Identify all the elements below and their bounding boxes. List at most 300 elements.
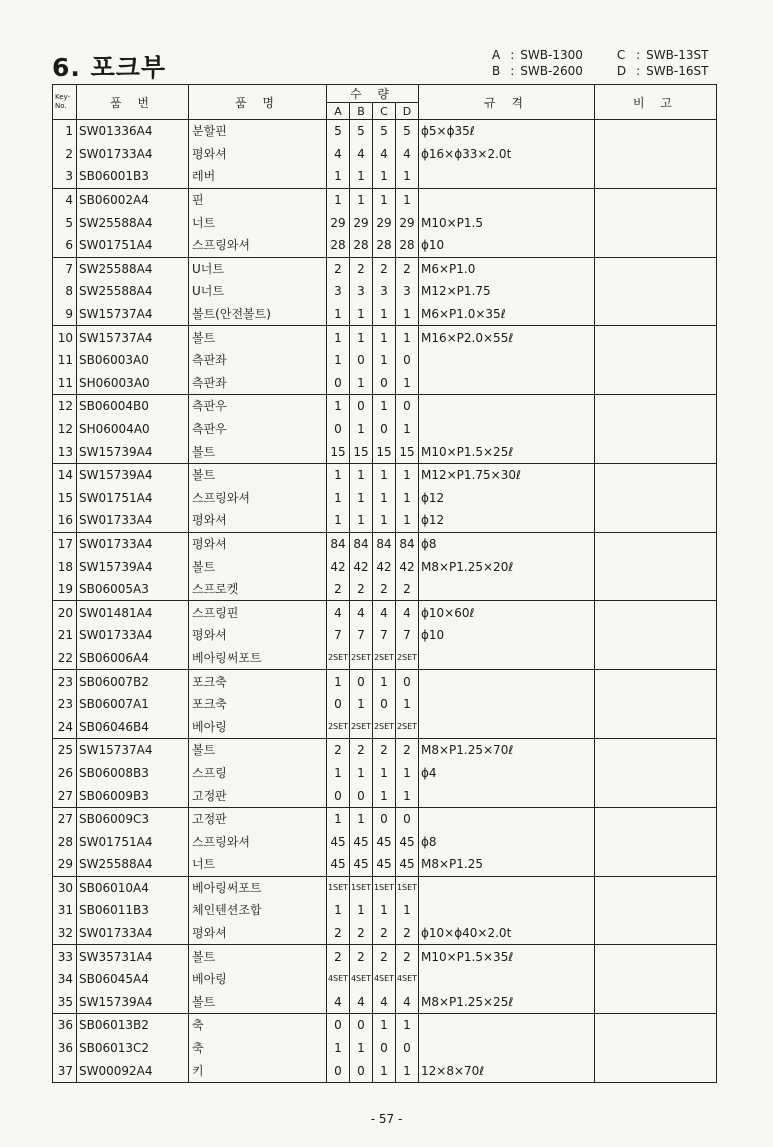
row-qty-c: 4 bbox=[373, 143, 396, 166]
table-row bbox=[53, 991, 717, 1014]
row-qty-a: 1SET bbox=[327, 876, 350, 899]
row-qty-a: 2 bbox=[327, 578, 350, 601]
row-qty-d: 1 bbox=[396, 326, 419, 349]
row-key-no: 3 bbox=[53, 165, 77, 188]
row-part-name: 볼트 bbox=[189, 739, 327, 762]
row-qty-d: 1 bbox=[396, 899, 419, 922]
table-row bbox=[53, 578, 717, 601]
row-qty-a: 4 bbox=[327, 991, 350, 1014]
row-qty-c: 2 bbox=[373, 945, 396, 968]
row-qty-d: 1 bbox=[396, 463, 419, 486]
row-qty-d: 2 bbox=[396, 257, 419, 280]
table-row bbox=[53, 601, 717, 624]
row-spec bbox=[419, 1014, 595, 1037]
table-row bbox=[53, 440, 717, 463]
row-qty-d: 5 bbox=[396, 120, 419, 143]
row-part-no: SW15739A4 bbox=[77, 555, 189, 578]
row-qty-a: 4 bbox=[327, 143, 350, 166]
row-spec bbox=[419, 715, 595, 738]
row-qty-a: 0 bbox=[327, 693, 350, 716]
row-spec: ϕ10×ϕ40×2.0t bbox=[419, 922, 595, 945]
row-key-no: 13 bbox=[53, 440, 77, 463]
row-remarks bbox=[595, 968, 717, 991]
row-qty-d: 28 bbox=[396, 234, 419, 257]
row-qty-c: 42 bbox=[373, 555, 396, 578]
row-remarks bbox=[595, 349, 717, 372]
page-title: 6. 포크부 bbox=[52, 53, 167, 82]
row-spec bbox=[419, 693, 595, 716]
model-separator: : bbox=[510, 64, 515, 78]
row-qty-d: 1 bbox=[396, 372, 419, 395]
row-remarks bbox=[595, 991, 717, 1014]
table-row bbox=[53, 922, 717, 945]
row-spec: 12×8×70ℓ bbox=[419, 1059, 595, 1082]
table-row bbox=[53, 715, 717, 738]
row-qty-a: 42 bbox=[327, 555, 350, 578]
row-qty-c: 4 bbox=[373, 991, 396, 1014]
row-part-name: 평와셔 bbox=[189, 509, 327, 532]
row-key-no: 33 bbox=[53, 945, 77, 968]
row-part-no: SW01751A4 bbox=[77, 830, 189, 853]
header-qty-a: A bbox=[327, 103, 350, 120]
row-part-name: 키 bbox=[189, 1059, 327, 1082]
row-key-no: 8 bbox=[53, 280, 77, 303]
row-part-no: SW25588A4 bbox=[77, 853, 189, 876]
row-qty-c: 2 bbox=[373, 257, 396, 280]
row-qty-b: 1 bbox=[350, 487, 373, 510]
row-qty-a: 28 bbox=[327, 234, 350, 257]
row-qty-c: 5 bbox=[373, 120, 396, 143]
row-qty-c: 29 bbox=[373, 211, 396, 234]
row-qty-b: 2 bbox=[350, 922, 373, 945]
row-spec: ϕ16×ϕ33×2.0t bbox=[419, 143, 595, 166]
table-row bbox=[53, 326, 717, 349]
row-qty-d: 4 bbox=[396, 991, 419, 1014]
row-qty-b: 29 bbox=[350, 211, 373, 234]
row-part-name: 볼트 bbox=[189, 463, 327, 486]
row-spec: ϕ12 bbox=[419, 509, 595, 532]
row-qty-d: 7 bbox=[396, 624, 419, 647]
row-part-no: SW00092A4 bbox=[77, 1059, 189, 1082]
row-part-no: SW01733A4 bbox=[77, 922, 189, 945]
row-qty-b: 2SET bbox=[350, 715, 373, 738]
row-qty-b: 3 bbox=[350, 280, 373, 303]
row-qty-c: 4SET bbox=[373, 968, 396, 991]
row-part-name: 측판좌 bbox=[189, 372, 327, 395]
row-spec: M6×P1.0 bbox=[419, 257, 595, 280]
row-qty-d: 1SET bbox=[396, 876, 419, 899]
row-part-name: 축 bbox=[189, 1037, 327, 1060]
row-qty-a: 1 bbox=[327, 670, 350, 693]
row-qty-a: 7 bbox=[327, 624, 350, 647]
row-remarks bbox=[595, 326, 717, 349]
row-qty-a: 84 bbox=[327, 532, 350, 555]
row-qty-c: 4 bbox=[373, 601, 396, 624]
row-key-no: 32 bbox=[53, 922, 77, 945]
row-key-no: 34 bbox=[53, 968, 77, 991]
row-part-name: 스프링와셔 bbox=[189, 234, 327, 257]
row-key-no: 9 bbox=[53, 303, 77, 326]
row-qty-c: 1 bbox=[373, 303, 396, 326]
row-part-name: 베아링 bbox=[189, 968, 327, 991]
model-name: SWB-2600 bbox=[520, 64, 583, 78]
table-row bbox=[53, 555, 717, 578]
row-qty-b: 42 bbox=[350, 555, 373, 578]
table-row bbox=[53, 1059, 717, 1082]
row-spec bbox=[419, 418, 595, 441]
row-qty-c: 1 bbox=[373, 188, 396, 211]
row-spec bbox=[419, 578, 595, 601]
row-key-no: 28 bbox=[53, 830, 77, 853]
row-key-no: 14 bbox=[53, 463, 77, 486]
row-spec bbox=[419, 807, 595, 830]
row-remarks bbox=[595, 1037, 717, 1060]
row-qty-d: 15 bbox=[396, 440, 419, 463]
row-qty-c: 84 bbox=[373, 532, 396, 555]
row-spec: M10×P1.5×25ℓ bbox=[419, 440, 595, 463]
row-spec: ϕ8 bbox=[419, 830, 595, 853]
row-qty-a: 1 bbox=[327, 188, 350, 211]
row-part-no: SW01481A4 bbox=[77, 601, 189, 624]
row-key-no: 6 bbox=[53, 234, 77, 257]
model-separator: : bbox=[636, 64, 641, 78]
row-spec bbox=[419, 188, 595, 211]
row-qty-c: 7 bbox=[373, 624, 396, 647]
row-part-no: SW15739A4 bbox=[77, 440, 189, 463]
row-spec: ϕ10 bbox=[419, 624, 595, 647]
row-qty-c: 2 bbox=[373, 578, 396, 601]
row-qty-d: 1 bbox=[396, 188, 419, 211]
row-spec: ϕ10 bbox=[419, 234, 595, 257]
row-key-no: 7 bbox=[53, 257, 77, 280]
parts-table bbox=[52, 84, 717, 1083]
row-qty-d: 84 bbox=[396, 532, 419, 555]
row-qty-d: 2 bbox=[396, 739, 419, 762]
row-qty-c: 1 bbox=[373, 463, 396, 486]
table-row bbox=[53, 120, 717, 143]
row-part-name: 레버 bbox=[189, 165, 327, 188]
row-part-name: 분할핀 bbox=[189, 120, 327, 143]
row-qty-c: 0 bbox=[373, 807, 396, 830]
model-code: B bbox=[492, 64, 501, 78]
row-qty-a: 0 bbox=[327, 1014, 350, 1037]
row-part-no: SW25588A4 bbox=[77, 211, 189, 234]
row-part-name: 스프링 bbox=[189, 762, 327, 785]
header-key-no: Key- No. bbox=[53, 85, 77, 120]
row-key-no: 25 bbox=[53, 739, 77, 762]
row-qty-b: 1 bbox=[350, 418, 373, 441]
row-qty-b: 4 bbox=[350, 991, 373, 1014]
header-quantity: 수 량 bbox=[327, 85, 419, 103]
row-part-name: 볼트 bbox=[189, 945, 327, 968]
row-qty-b: 28 bbox=[350, 234, 373, 257]
row-part-name: 너트 bbox=[189, 853, 327, 876]
table-row bbox=[53, 762, 717, 785]
row-part-no: SW15739A4 bbox=[77, 991, 189, 1014]
row-qty-d: 4SET bbox=[396, 968, 419, 991]
row-part-name: 스프링와셔 bbox=[189, 830, 327, 853]
row-qty-a: 1 bbox=[327, 807, 350, 830]
row-part-name: 평와셔 bbox=[189, 143, 327, 166]
row-qty-a: 2 bbox=[327, 922, 350, 945]
row-qty-d: 1 bbox=[396, 165, 419, 188]
row-qty-b: 1 bbox=[350, 326, 373, 349]
row-spec bbox=[419, 395, 595, 418]
header-spec: 규 격 bbox=[419, 85, 595, 120]
row-part-no: SW15737A4 bbox=[77, 739, 189, 762]
model-code: C bbox=[616, 48, 626, 62]
table-row bbox=[53, 349, 717, 372]
table-row bbox=[53, 624, 717, 647]
row-remarks bbox=[595, 165, 717, 188]
row-qty-b: 1 bbox=[350, 165, 373, 188]
row-part-no: SW01751A4 bbox=[77, 487, 189, 510]
row-qty-b: 0 bbox=[350, 784, 373, 807]
row-key-no: 19 bbox=[53, 578, 77, 601]
row-part-name: 볼트 bbox=[189, 991, 327, 1014]
row-qty-d: 29 bbox=[396, 211, 419, 234]
row-qty-a: 1 bbox=[327, 487, 350, 510]
row-remarks bbox=[595, 807, 717, 830]
row-qty-d: 0 bbox=[396, 670, 419, 693]
row-qty-c: 1 bbox=[373, 784, 396, 807]
row-key-no: 4 bbox=[53, 188, 77, 211]
row-qty-d: 1 bbox=[396, 1014, 419, 1037]
row-qty-c: 1 bbox=[373, 395, 396, 418]
row-qty-a: 45 bbox=[327, 830, 350, 853]
row-remarks bbox=[595, 257, 717, 280]
row-qty-c: 28 bbox=[373, 234, 396, 257]
row-qty-b: 0 bbox=[350, 349, 373, 372]
row-key-no: 1 bbox=[53, 120, 77, 143]
row-key-no: 11 bbox=[53, 372, 77, 395]
row-qty-a: 3 bbox=[327, 280, 350, 303]
row-spec: M8×P1.25×25ℓ bbox=[419, 991, 595, 1014]
row-part-name: 체인텐션조합 bbox=[189, 899, 327, 922]
row-part-name: 베아링써포트 bbox=[189, 647, 327, 670]
row-part-no: SB06003A0 bbox=[77, 349, 189, 372]
row-spec: M8×P1.25×20ℓ bbox=[419, 555, 595, 578]
row-key-no: 36 bbox=[53, 1014, 77, 1037]
row-qty-c: 3 bbox=[373, 280, 396, 303]
header-qty-d: D bbox=[396, 103, 419, 120]
row-qty-c: 1 bbox=[373, 326, 396, 349]
row-qty-c: 1 bbox=[373, 487, 396, 510]
row-qty-d: 0 bbox=[396, 349, 419, 372]
row-qty-d: 0 bbox=[396, 807, 419, 830]
row-qty-a: 1 bbox=[327, 395, 350, 418]
row-qty-a: 1 bbox=[327, 326, 350, 349]
row-part-name: 너트 bbox=[189, 211, 327, 234]
row-part-name: 평와셔 bbox=[189, 922, 327, 945]
row-spec: ϕ10×60ℓ bbox=[419, 601, 595, 624]
row-qty-a: 0 bbox=[327, 1059, 350, 1082]
row-part-name: 스프링와셔 bbox=[189, 487, 327, 510]
table-row bbox=[53, 509, 717, 532]
row-part-name: 측판우 bbox=[189, 418, 327, 441]
row-part-no: SW01336A4 bbox=[77, 120, 189, 143]
row-key-no: 26 bbox=[53, 762, 77, 785]
row-qty-b: 5 bbox=[350, 120, 373, 143]
table-row bbox=[53, 487, 717, 510]
row-qty-a: 15 bbox=[327, 440, 350, 463]
row-qty-c: 1SET bbox=[373, 876, 396, 899]
model-name: SWB-16ST bbox=[646, 64, 709, 78]
row-part-name: 볼트 bbox=[189, 555, 327, 578]
row-qty-d: 1 bbox=[396, 1059, 419, 1082]
model-name: SWB-13ST bbox=[646, 48, 709, 62]
row-qty-b: 1 bbox=[350, 807, 373, 830]
row-qty-a: 2 bbox=[327, 945, 350, 968]
row-part-no: SB06045A4 bbox=[77, 968, 189, 991]
table-row bbox=[53, 372, 717, 395]
row-spec bbox=[419, 1037, 595, 1060]
row-spec: ϕ4 bbox=[419, 762, 595, 785]
row-key-no: 27 bbox=[53, 784, 77, 807]
row-key-no: 12 bbox=[53, 395, 77, 418]
row-part-name: 볼트(안전볼트) bbox=[189, 303, 327, 326]
row-spec: M16×P2.0×55ℓ bbox=[419, 326, 595, 349]
row-part-name: 측판좌 bbox=[189, 349, 327, 372]
row-remarks bbox=[595, 280, 717, 303]
row-qty-b: 1 bbox=[350, 372, 373, 395]
table-row bbox=[53, 853, 717, 876]
table-row bbox=[53, 188, 717, 211]
row-qty-a: 1 bbox=[327, 303, 350, 326]
row-qty-d: 4 bbox=[396, 601, 419, 624]
row-remarks bbox=[595, 395, 717, 418]
model-legend bbox=[492, 47, 712, 79]
row-qty-d: 1 bbox=[396, 509, 419, 532]
row-qty-b: 2 bbox=[350, 739, 373, 762]
row-remarks bbox=[595, 899, 717, 922]
row-part-no: SB06009C3 bbox=[77, 807, 189, 830]
table-row bbox=[53, 830, 717, 853]
row-part-no: SH06003A0 bbox=[77, 372, 189, 395]
row-part-no: SB06046B4 bbox=[77, 715, 189, 738]
row-qty-d: 2SET bbox=[396, 715, 419, 738]
row-spec: ϕ5×ϕ35ℓ bbox=[419, 120, 595, 143]
row-remarks bbox=[595, 853, 717, 876]
row-key-no: 2 bbox=[53, 143, 77, 166]
row-remarks bbox=[595, 1059, 717, 1082]
row-qty-b: 1 bbox=[350, 509, 373, 532]
row-qty-c: 1 bbox=[373, 899, 396, 922]
row-qty-c: 1 bbox=[373, 349, 396, 372]
table-row bbox=[53, 807, 717, 830]
row-part-no: SW01751A4 bbox=[77, 234, 189, 257]
row-remarks bbox=[595, 188, 717, 211]
row-key-no: 12 bbox=[53, 418, 77, 441]
row-part-no: SW35731A4 bbox=[77, 945, 189, 968]
row-qty-c: 2 bbox=[373, 922, 396, 945]
row-part-name: 볼트 bbox=[189, 440, 327, 463]
row-qty-d: 2 bbox=[396, 922, 419, 945]
row-part-name: 포크축 bbox=[189, 693, 327, 716]
row-remarks bbox=[595, 670, 717, 693]
row-key-no: 10 bbox=[53, 326, 77, 349]
row-spec bbox=[419, 647, 595, 670]
row-qty-c: 0 bbox=[373, 372, 396, 395]
row-remarks bbox=[595, 693, 717, 716]
row-qty-b: 4SET bbox=[350, 968, 373, 991]
row-qty-b: 2 bbox=[350, 257, 373, 280]
row-spec bbox=[419, 876, 595, 899]
row-qty-d: 0 bbox=[396, 1037, 419, 1060]
table-row bbox=[53, 876, 717, 899]
row-qty-b: 2 bbox=[350, 945, 373, 968]
row-qty-a: 1 bbox=[327, 899, 350, 922]
row-key-no: 16 bbox=[53, 509, 77, 532]
row-qty-a: 45 bbox=[327, 853, 350, 876]
table-row bbox=[53, 165, 717, 188]
row-part-name: 스프로켓 bbox=[189, 578, 327, 601]
table-row bbox=[53, 395, 717, 418]
row-key-no: 18 bbox=[53, 555, 77, 578]
row-spec: ϕ12 bbox=[419, 487, 595, 510]
row-key-no: 36 bbox=[53, 1037, 77, 1060]
row-remarks bbox=[595, 601, 717, 624]
row-qty-b: 1 bbox=[350, 899, 373, 922]
row-part-name: U너트 bbox=[189, 257, 327, 280]
row-part-no: SB06013B2 bbox=[77, 1014, 189, 1037]
row-qty-d: 2 bbox=[396, 945, 419, 968]
row-qty-a: 1 bbox=[327, 1037, 350, 1060]
row-part-name: 핀 bbox=[189, 188, 327, 211]
row-qty-b: 4 bbox=[350, 601, 373, 624]
row-qty-c: 0 bbox=[373, 418, 396, 441]
model-code: A bbox=[492, 48, 501, 62]
row-remarks bbox=[595, 876, 717, 899]
row-spec: M6×P1.0×35ℓ bbox=[419, 303, 595, 326]
row-remarks bbox=[595, 624, 717, 647]
row-key-no: 37 bbox=[53, 1059, 77, 1082]
row-qty-a: 0 bbox=[327, 372, 350, 395]
row-qty-a: 1 bbox=[327, 349, 350, 372]
row-remarks bbox=[595, 120, 717, 143]
header-qty-b: B bbox=[350, 103, 373, 120]
row-part-no: SB06008B3 bbox=[77, 762, 189, 785]
row-part-no: SW01733A4 bbox=[77, 509, 189, 532]
row-part-no: SB06005A3 bbox=[77, 578, 189, 601]
row-qty-c: 45 bbox=[373, 853, 396, 876]
row-qty-a: 2 bbox=[327, 739, 350, 762]
row-qty-d: 42 bbox=[396, 555, 419, 578]
row-part-name: 스프링핀 bbox=[189, 601, 327, 624]
row-qty-a: 1 bbox=[327, 165, 350, 188]
row-qty-b: 1SET bbox=[350, 876, 373, 899]
row-remarks bbox=[595, 372, 717, 395]
row-qty-b: 4 bbox=[350, 143, 373, 166]
row-spec bbox=[419, 165, 595, 188]
row-qty-b: 2SET bbox=[350, 647, 373, 670]
row-part-name: 고정판 bbox=[189, 807, 327, 830]
row-qty-b: 2 bbox=[350, 578, 373, 601]
row-qty-a: 0 bbox=[327, 418, 350, 441]
row-qty-b: 0 bbox=[350, 1059, 373, 1082]
row-key-no: 21 bbox=[53, 624, 77, 647]
row-remarks bbox=[595, 418, 717, 441]
row-spec bbox=[419, 372, 595, 395]
row-qty-b: 0 bbox=[350, 395, 373, 418]
table-row bbox=[53, 234, 717, 257]
row-key-no: 17 bbox=[53, 532, 77, 555]
row-spec: M8×P1.25×70ℓ bbox=[419, 739, 595, 762]
row-qty-a: 1 bbox=[327, 463, 350, 486]
row-part-no: SB06010A4 bbox=[77, 876, 189, 899]
row-qty-b: 0 bbox=[350, 1014, 373, 1037]
row-qty-a: 2SET bbox=[327, 647, 350, 670]
